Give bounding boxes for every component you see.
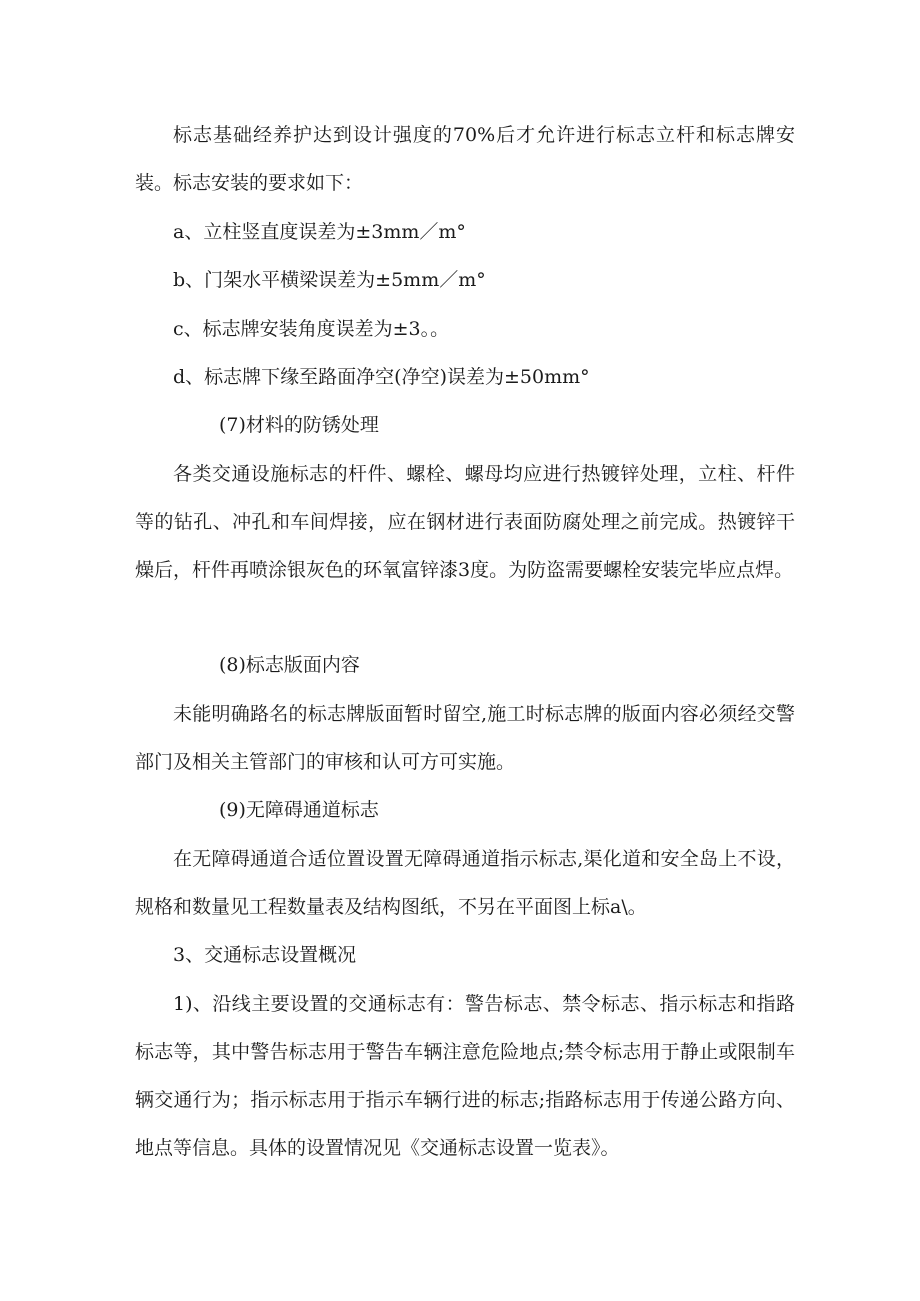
list-item-c: c、标志牌安装角度误差为±3。。 — [173, 318, 450, 340]
list-item-d: d、标志牌下缘至路面净空(净空)误差为±50mm° — [173, 366, 590, 388]
paragraph-sign-content: 未能明确路名的标志牌版面暂时留空,施工时标志牌的版面内容必须经交警部门及相关主管部门的审核和认可方可实施。 — [135, 703, 795, 773]
section-heading-9: (9)无障碍通道标志 — [219, 799, 379, 821]
paragraph-accessible-signs: 在无障碍通道合适位置设置无障碍通道指示标志,渠化道和安全岛上不设，规格和数量见工程数量表及结构图纸，不另在平面图上标а\。 — [135, 848, 795, 918]
list-item-a: a、立柱竖直度误差为±3mm／m° — [173, 221, 466, 243]
paragraph-rust-treatment: 各类交通设施标志的杆件、螺栓、螺母均应进行热镀锌处理，立柱、杆件等的钻孔、冲孔和车间焊接，应在钢材进行表面防腐处理之前完成。热镀锌干燥后，杆件再喷涂银灰色的环氧富锌漆3度。为防盗需要螺栓安装完毕应点焊。 — [135, 463, 795, 581]
paragraph-sign-installation: 标志基础经养护达到设计强度的70%后才允许进行标志立杆和标志牌安装。标志安装的要求如下： — [135, 124, 795, 194]
list-item-b: b、门架水平横梁误差为±5mm／m° — [173, 269, 486, 291]
section-heading-8: (8)标志版面内容 — [219, 654, 360, 676]
section-heading-7: (7)材料的防锈处理 — [219, 414, 379, 436]
section-heading-3: 3、交通标志设置概况 — [173, 944, 357, 966]
paragraph-sign-overview: 1)、沿线主要设置的交通标志有：警告标志、禁令标志、指示标志和指路标志等，其中警告标志用于警告车辆注意危险地点;禁令标志用于静止或限制车辆交通行为；指示标志用于指示车辆行进的标志;指路标志用于传递公路方向、地点等信息。具体的设置情况见《交通标志设置一览表》。 — [135, 993, 795, 1159]
